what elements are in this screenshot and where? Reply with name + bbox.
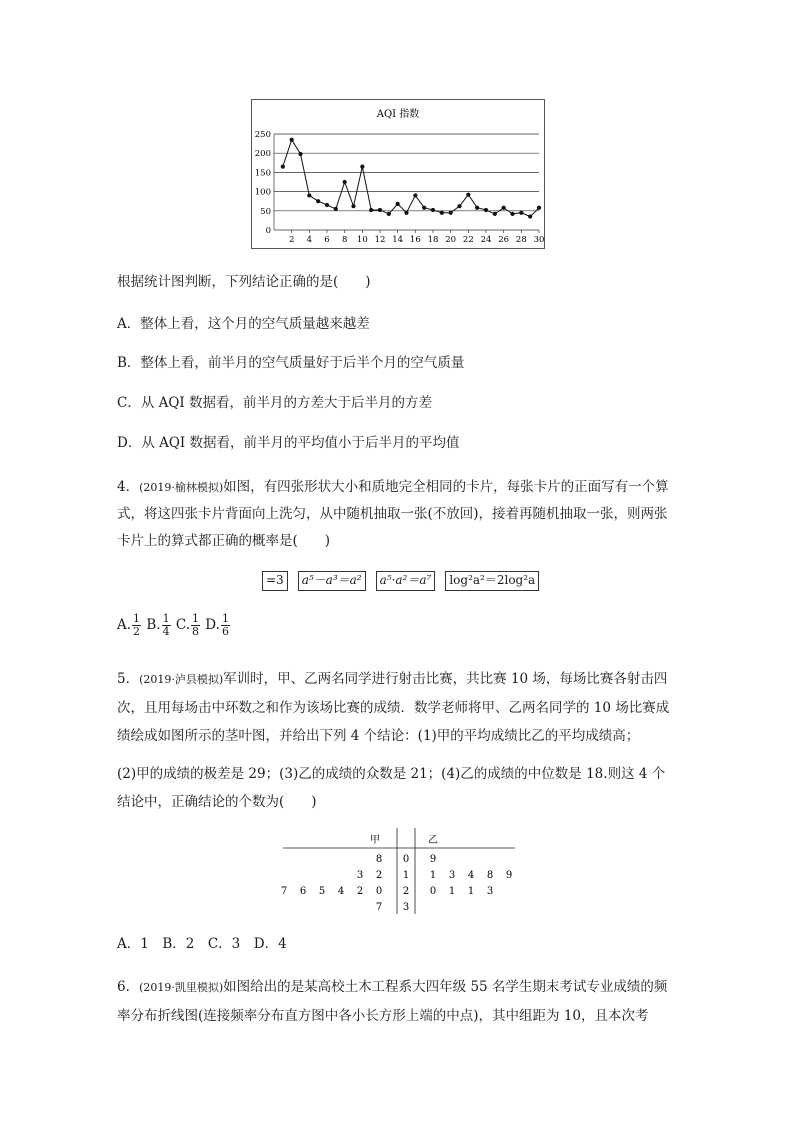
q4-option-c-label: C. (175, 617, 190, 633)
aqi-line-chart (252, 100, 544, 248)
stem-leaf-header-left: 甲 (370, 835, 380, 846)
stem-value: 2 (402, 886, 410, 897)
left-leaf: 6 (299, 886, 307, 897)
y-tick-label: 50 (260, 206, 271, 217)
aqi-data-point (396, 202, 400, 206)
aqi-data-point (316, 199, 320, 203)
aqi-data-point (307, 193, 311, 197)
x-tick-label: 14 (392, 235, 404, 245)
q4-option-a-label: A. (117, 617, 132, 633)
aqi-data-point (502, 206, 506, 210)
x-tick-label: 20 (445, 235, 457, 245)
right-leaf: 9 (429, 854, 437, 865)
y-tick-label: 250 (254, 130, 271, 140)
x-tick-label: 2 (288, 235, 295, 245)
q5-body: 军训时，甲、乙两名同学进行射击比赛，共比赛 10 场，每场比赛各射击四次，且用每场击中环数之和作为该场比赛的成绩．数学老师将甲、乙两名同学的 10 场比赛成绩绘成如图所示的茎叶图，并给出下列 4 个结论：(1)甲的平均成绩比乙的平均成绩高； (117, 671, 670, 744)
q4-option-b (146, 612, 171, 638)
right-leaf: 1 (448, 886, 456, 897)
left-leaf: 2 (356, 886, 364, 897)
aqi-data-point (475, 206, 479, 210)
left-leaf: 2 (375, 870, 383, 881)
x-tick-label: 24 (480, 235, 492, 245)
q4-option-d (205, 612, 231, 638)
q4-text (117, 474, 677, 555)
aqi-data-point (493, 212, 497, 216)
right-leaf: 4 (467, 870, 475, 881)
q5-number: 5． (117, 671, 140, 687)
aqi-data-point (369, 208, 373, 212)
q5-text-2: (2)甲的成绩的极差是 29；(3)乙的成绩的众数是 21；(4)乙的成绩的中位数是 18.则这 4 个结论中，正确结论的个数为( ) (117, 766, 666, 810)
card-4: log²a²＝2log²a (445, 571, 539, 591)
left-leaf: 0 (375, 886, 383, 897)
q4-number: 4． (117, 479, 140, 495)
left-leaf: 4 (337, 886, 345, 897)
aqi-data-point (325, 203, 329, 207)
q4-option-a-fraction (132, 613, 141, 638)
aqi-data-point (298, 152, 302, 156)
q4-option-b-label: B. (146, 617, 161, 633)
right-leaf: 3 (448, 870, 456, 881)
formula-cards (262, 571, 539, 591)
aqi-data-point (537, 206, 541, 210)
q4-body: 如图，有四张形状大小和质地完全相同的卡片，每张卡片的正面写有一个算式，将这四张卡片背面向上洗匀，从中随机抽取一张(不放回)，接着再随机抽取一张，则两张卡片上的算式都正确的概率是( ) (117, 479, 669, 549)
stem-value: 3 (402, 902, 410, 913)
q4-option-a-num: 1 (133, 612, 141, 625)
q3-option-a: A．整体上看，这个月的空气质量越来越差 (117, 316, 370, 332)
aqi-data-point (431, 208, 435, 212)
x-tick-label: 16 (409, 235, 421, 245)
aqi-data-point (387, 212, 391, 216)
q6-text (117, 973, 677, 1030)
q3-option-d: D．从 AQI 数据看，前半月的平均值小于后半月的平均值 (117, 435, 460, 451)
q4-option-a-den: 2 (133, 625, 141, 638)
chart-title: AQI 指数 (376, 109, 420, 120)
q5-source: (2019·泸县模拟) (139, 673, 224, 686)
q4-option-b-den: 4 (162, 625, 170, 638)
aqi-data-point (290, 138, 294, 142)
y-tick-label: 100 (254, 187, 271, 198)
q6-number: 6． (117, 979, 140, 995)
aqi-data-point (404, 211, 408, 215)
stem-value: 0 (402, 854, 410, 865)
card-1: =3 (262, 571, 288, 591)
right-leaf: 8 (486, 870, 494, 881)
q4-option-d-den: 6 (221, 625, 229, 638)
q3-option-b: B．整体上看，前半月的空气质量好于后半个月的空气质量 (117, 355, 465, 371)
aqi-data-point (343, 180, 347, 184)
q4-option-b-fraction (162, 613, 171, 638)
y-tick-label: 0 (265, 226, 271, 236)
aqi-data-point (519, 211, 523, 215)
q6-body: 如图给出的是某高校土木工程系大四年级 55 名学生期末考试专业成绩的频率分布折线图(连接频率分布直方图中各小长方形上端的中点)，其中组距为 10，且本次考 (117, 979, 668, 1024)
stem-value: 1 (402, 870, 410, 881)
q3-stem: 根据统计图判断，下列结论正确的是( ) (117, 274, 371, 290)
aqi-data-point (378, 208, 382, 212)
q4-option-c-den: 8 (192, 625, 199, 638)
aqi-data-point (484, 208, 488, 212)
aqi-data-point (457, 204, 461, 208)
aqi-data-point (466, 193, 470, 197)
left-leaf: 3 (356, 870, 364, 881)
stem-leaf-header-right: 乙 (428, 835, 438, 846)
y-tick-label: 200 (254, 149, 271, 160)
x-tick-label: 8 (341, 235, 348, 245)
x-tick-label: 4 (306, 235, 313, 245)
aqi-data-point (422, 206, 426, 210)
q4-option-a (117, 612, 142, 638)
right-leaf: 9 (505, 870, 513, 881)
q4-options (117, 610, 677, 640)
y-tick-label: 150 (254, 168, 271, 179)
q3-option-c: C．从 AQI 数据看，前半月的方差大于后半月的方差 (117, 395, 433, 411)
aqi-data-point (528, 214, 532, 218)
x-tick-label: 18 (427, 235, 439, 245)
x-tick-label: 10 (356, 235, 368, 245)
x-tick-label: 22 (462, 235, 474, 245)
x-tick-label: 26 (498, 235, 510, 245)
aqi-series-line (283, 140, 539, 217)
q4-option-d-fraction (221, 613, 230, 638)
right-leaf: 3 (486, 886, 494, 897)
right-leaf: 0 (429, 886, 437, 897)
q5-options: A．1 B．2 C．3 D．4 (117, 936, 287, 952)
q4-option-c (175, 612, 201, 638)
aqi-data-point (360, 165, 364, 169)
aqi-data-point (510, 212, 514, 216)
stem-leaf-plot (280, 828, 515, 914)
x-tick-label: 30 (533, 235, 545, 245)
left-leaf: 5 (318, 886, 326, 897)
x-tick-label: 12 (374, 235, 386, 245)
left-leaf: 7 (375, 902, 383, 913)
card-2: a⁵－a³＝a² (298, 571, 366, 591)
q5-text (117, 665, 677, 750)
aqi-data-point (440, 211, 444, 215)
aqi-data-point (351, 204, 355, 208)
x-tick-label: 28 (515, 235, 527, 245)
card-3: a⁵·a²＝a⁷ (376, 571, 436, 591)
right-leaf: 1 (467, 886, 475, 897)
q4-option-c-fraction (191, 613, 200, 638)
aqi-data-point (281, 165, 285, 169)
right-leaf: 1 (429, 870, 437, 881)
left-leaf: 8 (375, 854, 383, 865)
stem-leaf-svg (280, 828, 515, 914)
q4-option-d-num: 1 (221, 612, 229, 625)
aqi-data-point (449, 211, 453, 215)
aqi-chart (251, 99, 545, 249)
aqi-data-point (334, 207, 338, 211)
x-tick-label: 6 (324, 235, 330, 245)
q6-source: (2019·凯里模拟) (139, 981, 224, 994)
aqi-data-point (413, 193, 417, 197)
q4-option-c-num: 1 (192, 612, 199, 625)
q4-option-d-label: D. (205, 617, 220, 633)
q4-option-b-num: 1 (162, 612, 170, 625)
left-leaf: 7 (280, 886, 288, 897)
q4-source: (2019·榆林模拟) (139, 481, 224, 494)
